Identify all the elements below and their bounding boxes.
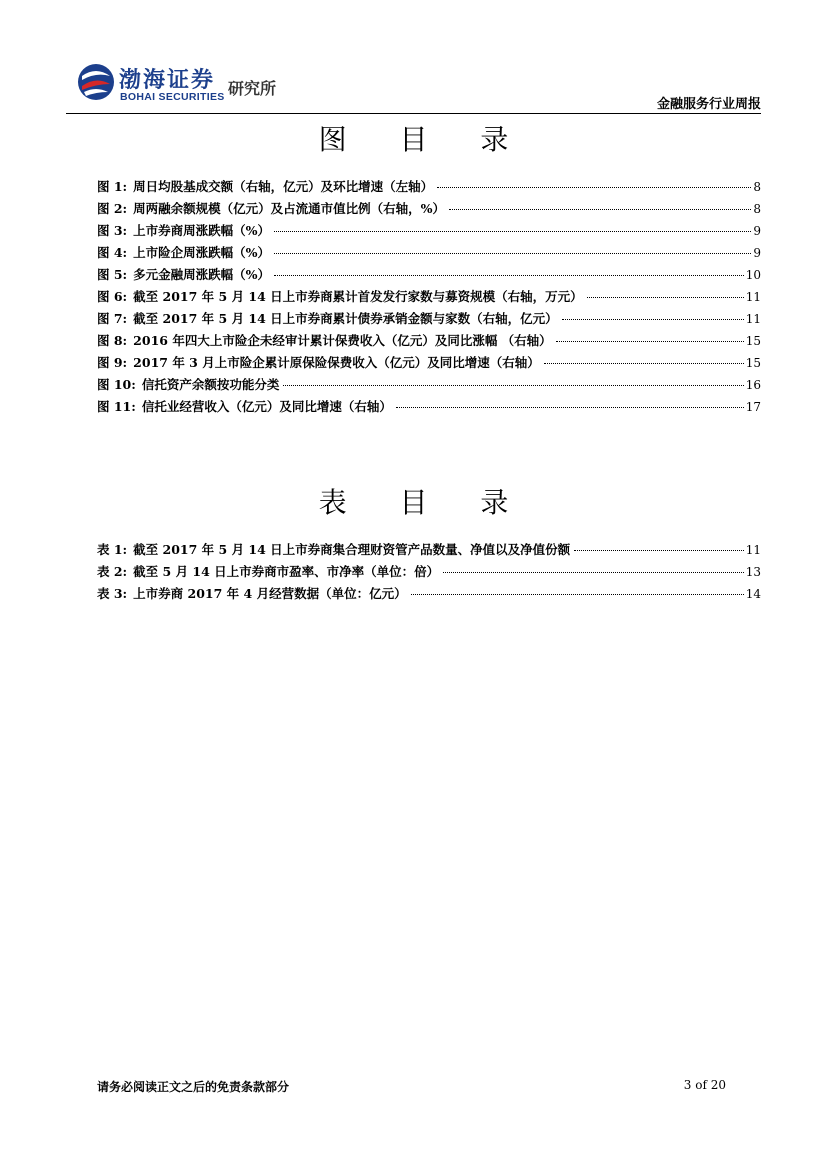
entry-number: 图 3: (97, 223, 128, 238)
entry-number: 图 2: (97, 201, 128, 216)
figure_toc-entry[interactable] (97, 287, 761, 309)
entry-number: 图 10: (97, 377, 136, 392)
footer-disclaimer: 请务必阅读正文之后的免责条款部分 (97, 1080, 290, 1094)
logo-english-name: BOHAI SECURITIES (120, 91, 225, 103)
entry-caption: 上市险企周涨跌幅（%） (133, 245, 271, 260)
table-toc-list (97, 540, 761, 606)
entry-number: 图 1: (97, 179, 128, 194)
dot-leader (587, 297, 744, 298)
dot-leader (449, 209, 751, 210)
entry-page-number: 8 (753, 180, 761, 194)
entry-page-number: 11 (745, 290, 761, 304)
entry-page-number: 8 (753, 202, 761, 216)
entry-page-number: 14 (745, 587, 761, 601)
figure_toc-entry[interactable] (97, 221, 761, 243)
department-label: 研究所 (228, 79, 277, 98)
dot-leader (443, 572, 744, 573)
entry-page-number: 11 (745, 543, 761, 557)
entry-caption: 上市券商周涨跌幅（%） (133, 223, 271, 238)
entry-page-number: 17 (745, 400, 761, 414)
page-header (0, 0, 827, 118)
dot-leader (437, 187, 751, 188)
table-toc-title: 表 目 录 (318, 486, 531, 519)
entry-caption: 截至 2017 年 5 月 14 日上市券商集合理财资管产品数量、净值以及净值份额 (133, 542, 571, 557)
figure_toc-entry[interactable] (97, 375, 761, 397)
figure-toc-title: 图 目 录 (318, 123, 531, 156)
entry-number: 表 2: (97, 564, 128, 579)
entry-caption: 截至 5 月 14 日上市券商市盈率、市净率（单位：倍） (133, 564, 440, 579)
dot-leader (396, 407, 744, 408)
dot-leader (274, 253, 751, 254)
entry-caption: 截至 2017 年 5 月 14 日上市券商累计首发发行家数与募资规模（右轴，万元） (133, 289, 583, 304)
dot-leader (274, 275, 744, 276)
entry-number: 图 5: (97, 267, 128, 282)
entry-caption: 周日均股基成交额（右轴，亿元）及环比增速（左轴） (133, 179, 434, 194)
entry-caption: 截至 2017 年 5 月 14 日上市券商累计债券承销金额与家数（右轴，亿元） (133, 311, 558, 326)
entry-page-number: 9 (753, 224, 761, 238)
entry-caption: 2017 年 3 月上市险企累计原保险保费收入（亿元）及同比增速（右轴） (133, 355, 540, 370)
dot-leader (562, 319, 744, 320)
figure_toc-entry[interactable] (97, 199, 761, 221)
entry-page-number: 13 (745, 565, 761, 579)
entry-caption: 多元金融周涨跌幅（%） (133, 267, 271, 282)
figure_toc-entry[interactable] (97, 177, 761, 199)
bohai-logo-icon (76, 62, 116, 102)
dot-leader (283, 385, 743, 386)
figure-toc-list (97, 177, 761, 419)
table_toc-entry[interactable] (97, 562, 761, 584)
entry-page-number: 15 (745, 334, 761, 348)
figure_toc-entry[interactable] (97, 331, 761, 353)
table_toc-entry[interactable] (97, 584, 761, 606)
entry-caption: 2016 年四大上市险企未经审计累计保费收入（亿元）及同比涨幅 （右轴） (133, 333, 552, 348)
entry-number: 图 7: (97, 311, 128, 326)
dot-leader (556, 341, 744, 342)
entry-number: 图 8: (97, 333, 128, 348)
figure_toc-entry[interactable] (97, 353, 761, 375)
entry-page-number: 16 (745, 378, 761, 392)
entry-page-number: 9 (753, 246, 761, 260)
page-number: 3 of 20 (683, 1078, 726, 1092)
entry-number: 图 4: (97, 245, 128, 260)
dot-leader (574, 550, 744, 551)
dot-leader (274, 231, 751, 232)
entry-caption: 周两融余额规模（亿元）及占流通市值比例（右轴，%） (133, 201, 446, 216)
entry-caption: 信托资产余额按功能分类 (141, 377, 280, 392)
entry-caption: 上市券商 2017 年 4 月经营数据（单位：亿元） (133, 586, 407, 601)
figure_toc-entry[interactable] (97, 397, 761, 419)
entry-page-number: 10 (745, 268, 761, 282)
entry-number: 表 3: (97, 586, 128, 601)
figure_toc-entry[interactable] (97, 309, 761, 331)
entry-page-number: 11 (745, 312, 761, 326)
entry-caption: 信托业经营收入（亿元）及同比增速（右轴） (141, 399, 392, 414)
report-type: 金融服务行业周报 (656, 97, 761, 112)
figure_toc-entry[interactable] (97, 243, 761, 265)
entry-number: 图 9: (97, 355, 128, 370)
table_toc-entry[interactable] (97, 540, 761, 562)
dot-leader (411, 594, 744, 595)
entry-number: 图 11: (97, 399, 136, 414)
entry-number: 图 6: (97, 289, 128, 304)
dot-leader (544, 363, 744, 364)
logo-chinese-name: 渤海证券 (119, 68, 216, 93)
header-divider (66, 113, 761, 114)
figure_toc-entry[interactable] (97, 265, 761, 287)
entry-number: 表 1: (97, 542, 128, 557)
entry-page-number: 15 (745, 356, 761, 370)
